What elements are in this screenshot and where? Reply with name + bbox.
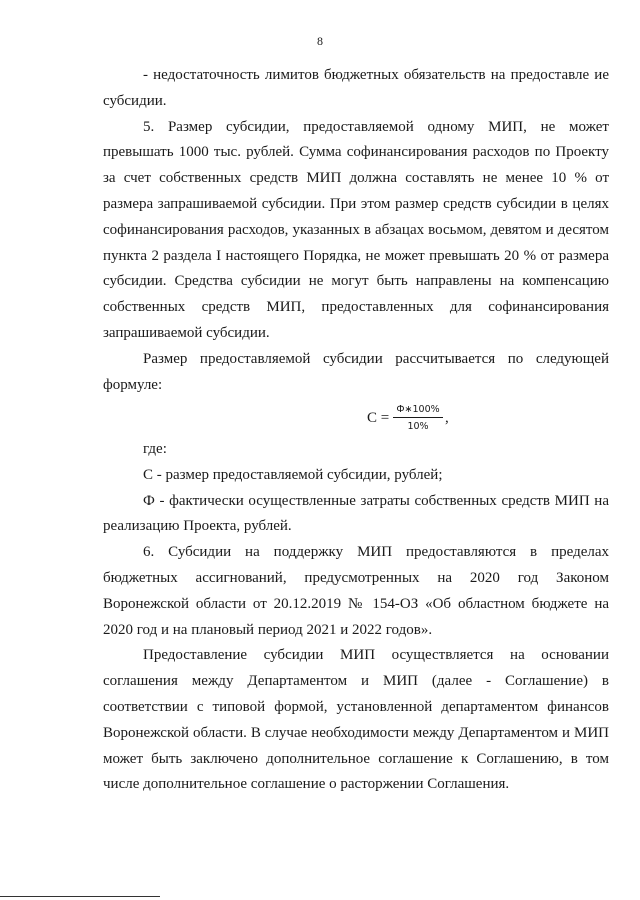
paragraph-c-definition: С - размер предоставляемой субсидии, рублей;: [143, 466, 443, 483]
page-number: 8: [317, 34, 323, 48]
formula-fraction: [393, 404, 443, 432]
paragraph-item-6: 6. Субсидии на поддержку МИП предоставляются в пределах бюджетных ассигнований, предусмотренных на 2020 год Законом Воронежской области от 20.12.2019 № 154-ОЗ «Об областном бюджете на 2020 год и на плановый период 2021 и 2022 годов».: [103, 544, 609, 638]
formula-lhs: С =: [367, 410, 390, 426]
document-body-bottom: [103, 437, 609, 798]
paragraph-limits: - недостаточность лимитов бюджетных обязательств на предоставле ие субсидии.: [103, 67, 609, 109]
paragraph-f-definition: Ф - фактически осуществленные затраты собственных средств МИП на реализацию Проекта, рублей.: [103, 492, 609, 535]
paragraph-agreement: Предоставление субсидии МИП осуществляется на основании соглашения между Департаментом и МИП (далее - Соглашение) в соответствии с типовой формой, установленной департаментом финансов Воронежской области. В случае необходимости между Департаментом и МИП может быть заключено дополнительное соглашение к Соглашению, в том числе дополнительное соглашение о расторжении Соглашения.: [103, 647, 609, 793]
paragraph-where: где:: [143, 441, 167, 457]
paragraph-item-5: 5. Размер субсидии, предоставляемой одному МИП, не может превышать 1000 тыс. рублей. Сумма софинансирования расходов по Проекту за счет собственных средств МИП должна составлять не менее 10 % от размера запрашиваемой субсидии. При этом размер средств субсидии в целях софинансирования расходов, указанных в абзацах восьмом, девятом и десятом пункта 2 раздела I настоящего Порядка, не может превышать 20 % от размера субсидии. Средства субсидии не могут быть направлены на компенсацию собственных средств МИП, предоставленных для софинансирования запрашиваемой субсидии.: [103, 118, 609, 341]
document-body-top: [103, 63, 609, 398]
formula-numerator: Ф∗100%: [393, 404, 443, 418]
paragraph-formula-intro: Размер предоставляемой субсидии рассчитывается по следующей формуле:: [103, 350, 609, 393]
footer-rule: [0, 896, 160, 897]
formula-denominator: 10%: [407, 421, 429, 432]
formula-comma: ,: [445, 410, 449, 426]
